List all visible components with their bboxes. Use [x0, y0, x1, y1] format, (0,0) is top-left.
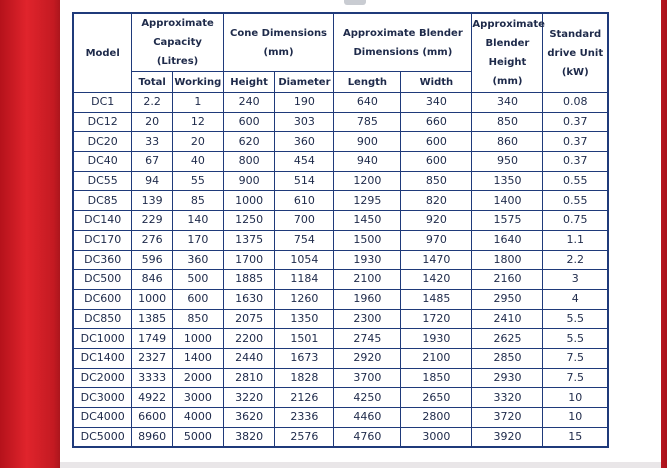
- cell-blender-height: 1800: [472, 250, 543, 270]
- cell-cone-diameter: 2336: [275, 408, 334, 428]
- cell-cone-diameter: 514: [275, 171, 334, 191]
- cell-model: DC1000: [73, 329, 132, 349]
- cell-blender-height: 1575: [472, 211, 543, 231]
- cell-drive-kw: 7.5: [543, 368, 608, 388]
- header-model: Model: [73, 13, 132, 93]
- cell-cone-diameter: 190: [275, 93, 334, 113]
- cell-blender-height: 3920: [472, 427, 543, 447]
- table-row: [73, 152, 608, 172]
- cell-cone-height: 900: [223, 171, 275, 191]
- cell-working: 600: [172, 289, 223, 309]
- cell-length: 2920: [334, 348, 401, 368]
- header-length: Length: [334, 72, 401, 93]
- cell-cone-height: 2810: [223, 368, 275, 388]
- cell-blender-height: 3320: [472, 388, 543, 408]
- cell-width: 820: [401, 191, 472, 211]
- cell-length: 1450: [334, 211, 401, 231]
- cell-total: 4922: [132, 388, 173, 408]
- cell-width: 2800: [401, 408, 472, 428]
- cell-total: 6600: [132, 408, 173, 428]
- cell-working: 12: [172, 112, 223, 132]
- header-drive-unit: Standard drive Unit (kW): [543, 13, 608, 93]
- table-row: [73, 388, 608, 408]
- cell-cone-diameter: 1054: [275, 250, 334, 270]
- cell-working: 1400: [172, 348, 223, 368]
- cell-working: 85: [172, 191, 223, 211]
- cell-blender-height: 2625: [472, 329, 543, 349]
- cell-length: 4250: [334, 388, 401, 408]
- cell-width: 3000: [401, 427, 472, 447]
- cell-model: DC170: [73, 230, 132, 250]
- cell-blender-height: 850: [472, 112, 543, 132]
- top-tab-decoration: [344, 0, 366, 5]
- cell-drive-kw: 0.37: [543, 152, 608, 172]
- table-row: [73, 230, 608, 250]
- cell-total: 229: [132, 211, 173, 231]
- table-row: [73, 211, 608, 231]
- cell-total: 67: [132, 152, 173, 172]
- table-row: [73, 132, 608, 152]
- cell-total: 1000: [132, 289, 173, 309]
- cell-model: DC1: [73, 93, 132, 113]
- cell-drive-kw: 5.5: [543, 329, 608, 349]
- cell-cone-height: 1700: [223, 250, 275, 270]
- header-cone-diameter: Diameter: [275, 72, 334, 93]
- cell-length: 1960: [334, 289, 401, 309]
- cell-cone-height: 1250: [223, 211, 275, 231]
- header-cone-height: Height: [223, 72, 275, 93]
- table-row: [73, 408, 608, 428]
- cell-width: 850: [401, 171, 472, 191]
- card-bottom-strip: [60, 462, 661, 468]
- table-row: [73, 93, 608, 113]
- cell-cone-height: 240: [223, 93, 275, 113]
- cell-width: 1485: [401, 289, 472, 309]
- cell-total: 20: [132, 112, 173, 132]
- cell-length: 2300: [334, 309, 401, 329]
- cell-cone-height: 1885: [223, 270, 275, 290]
- cell-blender-height: 950: [472, 152, 543, 172]
- cell-drive-kw: 15: [543, 427, 608, 447]
- cell-working: 20: [172, 132, 223, 152]
- cell-drive-kw: 3: [543, 270, 608, 290]
- cell-blender-height: 1350: [472, 171, 543, 191]
- cell-drive-kw: 1.1: [543, 230, 608, 250]
- cell-drive-kw: 0.37: [543, 112, 608, 132]
- cell-cone-height: 3820: [223, 427, 275, 447]
- specification-table: [72, 12, 609, 448]
- cell-drive-kw: 0.55: [543, 191, 608, 211]
- cell-cone-height: 2200: [223, 329, 275, 349]
- cell-total: 33: [132, 132, 173, 152]
- cell-drive-kw: 10: [543, 388, 608, 408]
- cell-cone-diameter: 610: [275, 191, 334, 211]
- cell-length: 4760: [334, 427, 401, 447]
- cell-total: 2.2: [132, 93, 173, 113]
- cell-model: DC850: [73, 309, 132, 329]
- cell-drive-kw: 0.37: [543, 132, 608, 152]
- cell-cone-diameter: 2576: [275, 427, 334, 447]
- cell-width: 1470: [401, 250, 472, 270]
- cell-working: 4000: [172, 408, 223, 428]
- cell-working: 500: [172, 270, 223, 290]
- cell-cone-diameter: 2126: [275, 388, 334, 408]
- cell-working: 5000: [172, 427, 223, 447]
- cell-cone-diameter: 754: [275, 230, 334, 250]
- cell-cone-diameter: 360: [275, 132, 334, 152]
- cell-length: 3700: [334, 368, 401, 388]
- cell-cone-height: 620: [223, 132, 275, 152]
- table-row: [73, 270, 608, 290]
- cell-working: 850: [172, 309, 223, 329]
- table-row: [73, 309, 608, 329]
- table-row: [73, 329, 608, 349]
- cell-cone-diameter: 1828: [275, 368, 334, 388]
- cell-length: 900: [334, 132, 401, 152]
- cell-width: 1930: [401, 329, 472, 349]
- cell-working: 2000: [172, 368, 223, 388]
- cell-cone-height: 1000: [223, 191, 275, 211]
- cell-width: 1850: [401, 368, 472, 388]
- cell-working: 170: [172, 230, 223, 250]
- table-row: [73, 191, 608, 211]
- cell-drive-kw: 0.75: [543, 211, 608, 231]
- header-blender-dimensions: Approximate Blender Dimensions (mm): [334, 13, 472, 72]
- cell-blender-height: 2930: [472, 368, 543, 388]
- cell-working: 360: [172, 250, 223, 270]
- cell-cone-diameter: 1673: [275, 348, 334, 368]
- cell-working: 140: [172, 211, 223, 231]
- cell-model: DC12: [73, 112, 132, 132]
- cell-width: 600: [401, 132, 472, 152]
- header-total: Total: [132, 72, 173, 93]
- cell-cone-height: 3620: [223, 408, 275, 428]
- cell-total: 94: [132, 171, 173, 191]
- cell-model: DC85: [73, 191, 132, 211]
- cell-drive-kw: 0.08: [543, 93, 608, 113]
- cell-width: 1720: [401, 309, 472, 329]
- table-row: [73, 112, 608, 132]
- cell-model: DC4000: [73, 408, 132, 428]
- cell-width: 1420: [401, 270, 472, 290]
- cell-total: 596: [132, 250, 173, 270]
- cell-blender-height: 2410: [472, 309, 543, 329]
- cell-cone-diameter: 1184: [275, 270, 334, 290]
- header-capacity: Approximate Capacity (Litres): [132, 13, 223, 72]
- cell-cone-diameter: 1501: [275, 329, 334, 349]
- cell-drive-kw: 7.5: [543, 348, 608, 368]
- cell-blender-height: 2160: [472, 270, 543, 290]
- cell-model: DC2000: [73, 368, 132, 388]
- cell-working: 55: [172, 171, 223, 191]
- cell-cone-diameter: 1260: [275, 289, 334, 309]
- table-header: [73, 13, 608, 93]
- cell-cone-height: 2075: [223, 309, 275, 329]
- cell-model: DC55: [73, 171, 132, 191]
- cell-cone-height: 1375: [223, 230, 275, 250]
- cell-blender-height: 1400: [472, 191, 543, 211]
- cell-cone-diameter: 303: [275, 112, 334, 132]
- cell-length: 785: [334, 112, 401, 132]
- cell-model: DC500: [73, 270, 132, 290]
- cell-blender-height: 340: [472, 93, 543, 113]
- cell-drive-kw: 2.2: [543, 250, 608, 270]
- cell-drive-kw: 4: [543, 289, 608, 309]
- cell-drive-kw: 10: [543, 408, 608, 428]
- table-row: [73, 289, 608, 309]
- cell-blender-height: 2850: [472, 348, 543, 368]
- cell-length: 640: [334, 93, 401, 113]
- header-cone-dimensions: Cone Dimensions (mm): [223, 13, 334, 72]
- header-width: Width: [401, 72, 472, 93]
- cell-total: 846: [132, 270, 173, 290]
- cell-width: 340: [401, 93, 472, 113]
- cell-length: 2745: [334, 329, 401, 349]
- header-blender-height: Approximate Blender Height (mm): [472, 13, 543, 93]
- cell-total: 8960: [132, 427, 173, 447]
- cell-cone-diameter: 1350: [275, 309, 334, 329]
- cell-model: DC20: [73, 132, 132, 152]
- cell-working: 3000: [172, 388, 223, 408]
- cell-total: 2327: [132, 348, 173, 368]
- cell-total: 139: [132, 191, 173, 211]
- cell-width: 600: [401, 152, 472, 172]
- cell-cone-height: 2440: [223, 348, 275, 368]
- cell-cone-height: 600: [223, 112, 275, 132]
- table-row: [73, 250, 608, 270]
- cell-length: 1500: [334, 230, 401, 250]
- table-row: [73, 348, 608, 368]
- cell-width: 2100: [401, 348, 472, 368]
- cell-length: 1930: [334, 250, 401, 270]
- cell-model: DC360: [73, 250, 132, 270]
- cell-model: DC5000: [73, 427, 132, 447]
- cell-blender-height: 2950: [472, 289, 543, 309]
- cell-blender-height: 1640: [472, 230, 543, 250]
- cell-cone-diameter: 700: [275, 211, 334, 231]
- cell-total: 1385: [132, 309, 173, 329]
- cell-width: 920: [401, 211, 472, 231]
- cell-working: 40: [172, 152, 223, 172]
- cell-model: DC140: [73, 211, 132, 231]
- cell-cone-diameter: 454: [275, 152, 334, 172]
- cell-length: 940: [334, 152, 401, 172]
- header-working: Working: [172, 72, 223, 93]
- cell-total: 276: [132, 230, 173, 250]
- cell-total: 3333: [132, 368, 173, 388]
- table-row: [73, 427, 608, 447]
- table-body: [73, 93, 608, 448]
- cell-total: 1749: [132, 329, 173, 349]
- cell-working: 1000: [172, 329, 223, 349]
- cell-length: 1200: [334, 171, 401, 191]
- cell-drive-kw: 0.55: [543, 171, 608, 191]
- cell-length: 4460: [334, 408, 401, 428]
- cell-blender-height: 860: [472, 132, 543, 152]
- table-row: [73, 171, 608, 191]
- cell-cone-height: 3220: [223, 388, 275, 408]
- cell-drive-kw: 5.5: [543, 309, 608, 329]
- cell-model: DC40: [73, 152, 132, 172]
- cell-width: 2650: [401, 388, 472, 408]
- cell-cone-height: 1630: [223, 289, 275, 309]
- cell-model: DC3000: [73, 388, 132, 408]
- table-row: [73, 368, 608, 388]
- cell-working: 1: [172, 93, 223, 113]
- cell-width: 660: [401, 112, 472, 132]
- cell-length: 1295: [334, 191, 401, 211]
- cell-model: DC600: [73, 289, 132, 309]
- cell-length: 2100: [334, 270, 401, 290]
- cell-model: DC1400: [73, 348, 132, 368]
- cell-cone-height: 800: [223, 152, 275, 172]
- cell-width: 970: [401, 230, 472, 250]
- cell-blender-height: 3720: [472, 408, 543, 428]
